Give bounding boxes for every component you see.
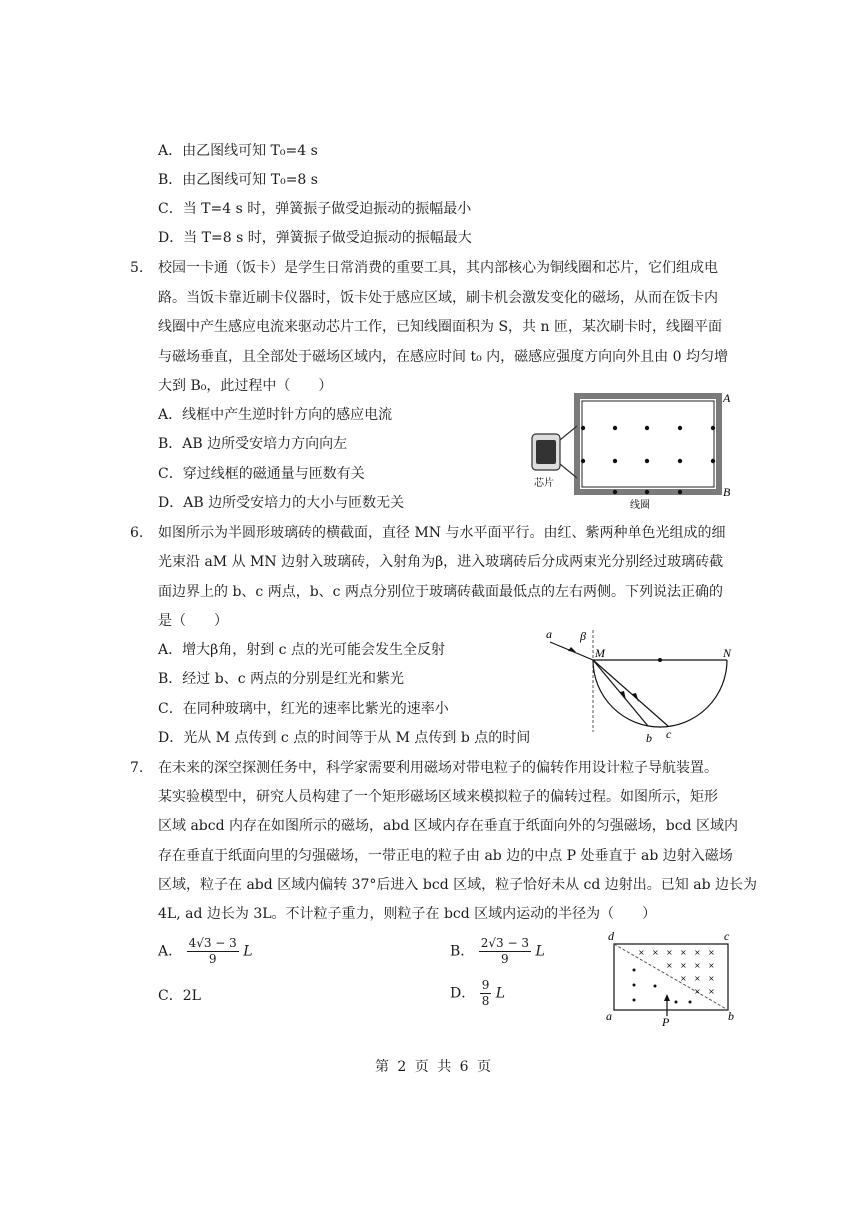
option-letter: C．	[158, 988, 183, 1004]
denominator: 9	[501, 952, 509, 966]
option-letter: A．	[158, 943, 183, 960]
question-7-stem-line: 某实验模型中，研究人员构建了一个矩形磁场区域来模拟粒子的偏转过程。如图所示，矩形	[158, 789, 718, 805]
question-5-stem-line: 线圈中产生感应电流来驱动芯片工作，已知线圈面积为 S，共 n 匝，某次刷卡时，线圈平面	[158, 319, 722, 335]
ray-b-arrow	[620, 691, 626, 700]
question-5-option-a: A．线框中产生逆时针方向的感应电流	[158, 407, 393, 423]
question-7-stem-line: 区域，粒子在 abd 区域内偏转 37°后进入 bcd 区域，粒子恰好未从 cd 边射出。已知 ab 边长为	[158, 877, 758, 893]
question-6-stem-line: 面边界上的 b、c 两点，b、c 两点分别位于玻璃砖截面最低点的左右两侧。下列说法正确的	[158, 584, 723, 600]
question-6-number: 6.	[130, 525, 144, 541]
question-5-stem-line: 与磁场垂直，且全部处于磁场区域内，在感应时间 t₀ 内，磁感应强度方向向外且由 0 均匀增	[158, 349, 728, 365]
svg-text:×: ×	[694, 987, 701, 996]
question-5-number: 5.	[130, 260, 144, 276]
question-6-stem-line: 是（ ）	[158, 613, 228, 629]
entry-arrowhead	[664, 994, 670, 1001]
prev-question-option-d: D．当 T=8 s 时，弹簧振子做受迫振动的振幅最大	[158, 230, 472, 246]
numerator: 9	[481, 978, 490, 992]
question-5-stem-line: 大到 B₀，此过程中（ ）	[158, 378, 333, 394]
question-7-number: 7.	[130, 760, 144, 776]
svg-text:×: ×	[680, 961, 687, 970]
svg-text:×: ×	[638, 948, 645, 957]
denominator: 8	[481, 994, 490, 1008]
option-letter: B．	[450, 943, 475, 960]
question-5-option-c: C．穿过线框的磁通量与匝数有关	[158, 466, 365, 482]
chip-label: 芯片	[534, 478, 554, 489]
svg-text:×: ×	[666, 948, 673, 957]
ray-to-c	[593, 660, 668, 726]
svg-text:×: ×	[680, 948, 687, 957]
ray-c-arrow	[632, 693, 639, 702]
label-a: a	[606, 1009, 612, 1023]
glass-brick-figure	[540, 622, 740, 748]
label-B: B	[723, 485, 731, 499]
question-6-option-c: C．在同种玻璃中，红光的速率比紫光的速率小	[158, 701, 449, 717]
prev-question-option-b: B．由乙图线可知 T₀=8 s	[158, 172, 318, 188]
svg-text:×: ×	[666, 961, 673, 970]
unit: L	[535, 943, 545, 960]
svg-text:×: ×	[708, 961, 715, 970]
prev-question-option-a: A．由乙图线可知 T₀=4 s	[158, 143, 318, 159]
magnetic-region-figure	[600, 928, 745, 1028]
label-A: A	[723, 391, 731, 405]
svg-text:×: ×	[694, 948, 701, 957]
svg-text:×: ×	[694, 961, 701, 970]
label-d: d	[608, 929, 614, 943]
question-6-stem-line: 光束沿 aM 从 MN 边射入玻璃砖，入射角为β，进入玻璃砖后分成两束光分别经过玻璃砖截	[158, 554, 724, 570]
label-b: b	[646, 731, 652, 745]
incident-arrow	[568, 647, 576, 652]
denominator: 9	[208, 952, 217, 966]
prev-question-option-c: C．当 T=4 s 时，弹簧振子做受迫振动的振幅最小	[158, 201, 472, 217]
center-dot	[658, 658, 662, 662]
question-7-option-c	[158, 986, 201, 1006]
question-7-option-a	[158, 936, 253, 967]
question-7-stem-line: 区域 abcd 内存在如图所示的磁场，abd 区域内存在垂直于纸面向外的匀强磁场，bcd 区域内	[158, 818, 738, 834]
question-5-stem-line: 路。当饭卡靠近刷卡仪器时，饭卡处于感应区域，刷卡机会激发变化的磁场，从而在饭卡内	[158, 290, 718, 306]
question-6-stem-line: 如图所示为半圆形玻璃砖的横截面，直径 MN 与水平面平行。由红、紫两种单色光组成的细	[158, 525, 726, 541]
svg-text:×: ×	[708, 987, 715, 996]
question-7-option-d	[450, 978, 505, 1009]
question-7-stem-line: 存在垂直于纸面向里的匀强磁场，一带正电的粒子由 ab 边的中点 P 处垂直于 ab 边射入磁场	[158, 848, 733, 864]
semicircle-arc	[593, 660, 727, 727]
unit: L	[243, 943, 253, 960]
label-beta: β	[580, 629, 586, 643]
svg-text:×: ×	[652, 948, 659, 957]
fraction	[479, 936, 531, 967]
label-a: a	[546, 627, 552, 641]
coil-label: 线圈	[630, 500, 650, 510]
field-crosses	[638, 948, 715, 996]
question-7-option-b	[450, 936, 545, 967]
coil-outer-frame	[577, 396, 719, 492]
fraction	[480, 978, 492, 1009]
svg-text:×: ×	[680, 974, 687, 983]
label-P: P	[662, 1015, 670, 1028]
label-N: N	[723, 646, 732, 660]
svg-text:×: ×	[694, 974, 701, 983]
svg-text:×: ×	[708, 948, 715, 957]
label-c: c	[666, 727, 672, 741]
numerator: 2√3 − 3	[480, 936, 529, 950]
svg-text:×: ×	[708, 974, 715, 983]
coil-inner-frame	[582, 401, 714, 487]
label-b: b	[728, 1009, 734, 1023]
question-6-option-b: B．经过 b、c 两点的分别是红光和紫光	[158, 671, 404, 687]
page-footer: 第 2 页 共 6 页	[374, 1059, 494, 1075]
question-5-option-b: B．AB 边所受安培力方向向左	[158, 436, 348, 452]
chip-core	[536, 440, 556, 464]
question-5-stem-line: 校园一卡通（饭卡）是学生日常消费的重要工具，其内部核心为铜线圈和芯片，它们组成电	[158, 260, 718, 276]
numerator: 4√3 − 3	[188, 936, 237, 950]
question-6-option-a: A．增大β角，射到 c 点的光可能会发生全反射	[158, 642, 445, 658]
question-5-option-d: D．AB 边所受安培力的大小与匝数无关	[158, 495, 405, 511]
question-7-stem-line: 4L, ad 边长为 3L。不计粒子重力，则粒子在 bcd 区域内运动的半径为（ ）	[158, 906, 657, 922]
label-c: c	[724, 929, 730, 943]
unit: L	[495, 985, 506, 1002]
card-coil-figure	[520, 388, 740, 510]
option-text: 2L	[182, 988, 201, 1004]
option-letter: D．	[450, 985, 476, 1002]
question-6-option-d: D．光从 M 点传到 c 点的时间等于从 M 点传到 b 点的时间	[158, 730, 531, 746]
label-M: M	[595, 646, 605, 660]
question-7-stem-line: 在未来的深空探测任务中，科学家需要利用磁场对带电粒子的偏转作用设计粒子导航装置。	[158, 760, 718, 776]
field-dots	[581, 426, 715, 494]
fraction	[187, 936, 239, 967]
